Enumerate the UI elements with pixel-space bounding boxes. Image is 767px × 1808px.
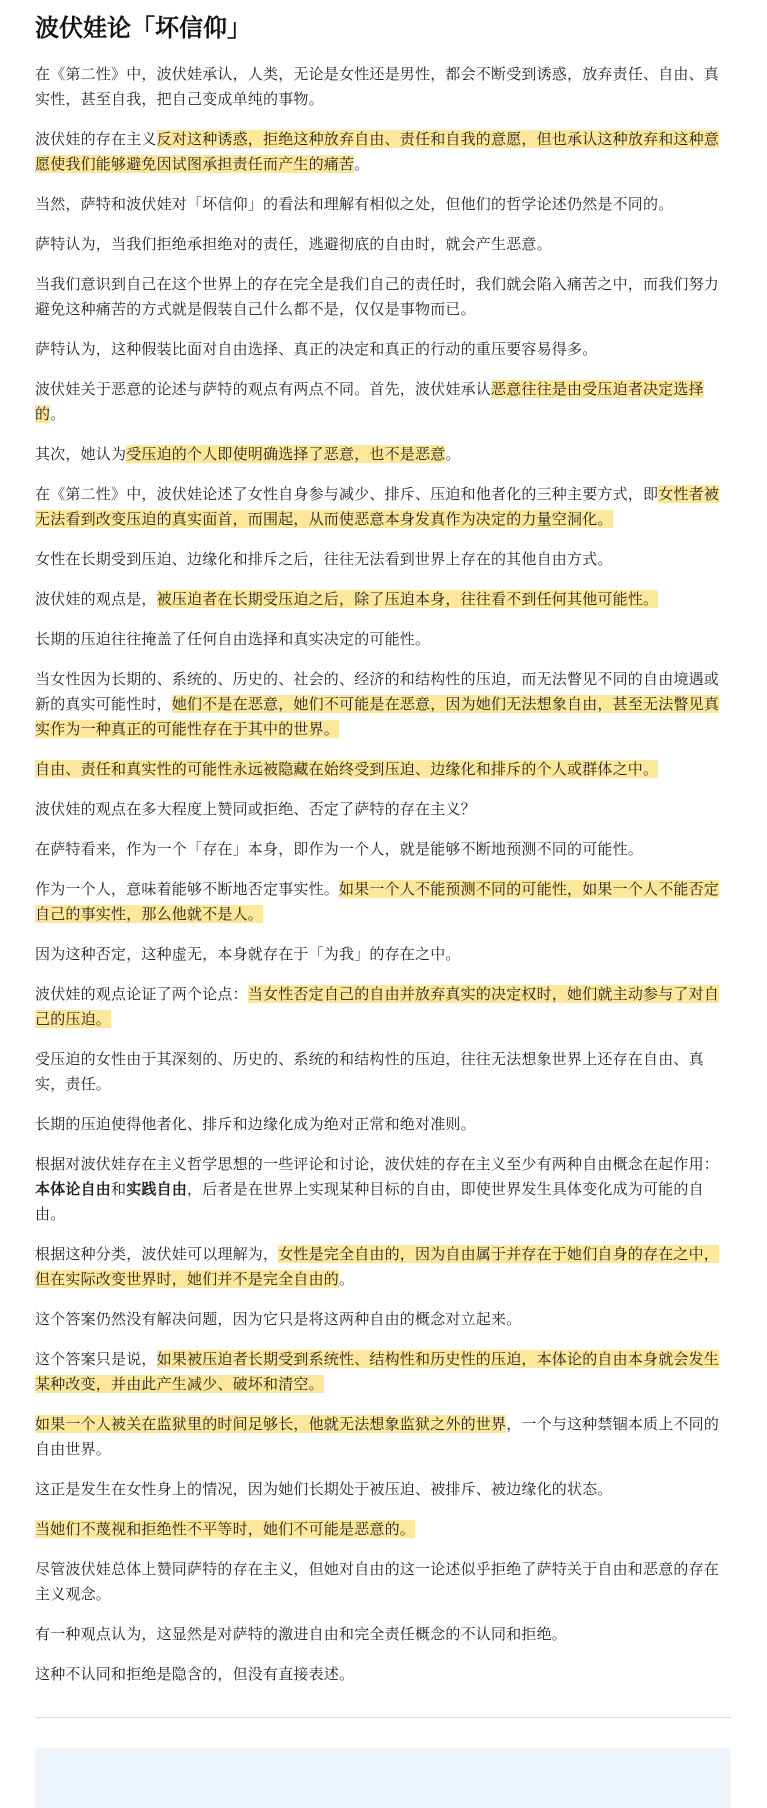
paragraph-text: 当女性因为长期的、系统的、历史的、社会的、经济的和结构性的压迫，而无法瞥见不同的自由境遇或新的真实可能性时，	[35, 670, 720, 713]
paragraph-text: 萨特认为，当我们拒绝承担绝对的责任，逃避彻底的自由时，就会产生恶意。	[35, 235, 552, 253]
paragraph-text: 当我们意识到自己在这个世界上的存在完全是我们自己的责任时，我们就会陷入痛苦之中，而我们努力避免这种痛苦的方式就是假装自己什么都不是，仅仅是事物而已。	[35, 275, 720, 318]
article-title: 波伏娃论「坏信仰」	[35, 14, 251, 42]
paragraph-text: 长期的压迫往往掩盖了任何自由选择和真实决定的可能性。	[35, 630, 431, 648]
paragraph	[35, 837, 731, 862]
paragraph	[35, 127, 731, 177]
paragraph	[35, 587, 731, 612]
paragraph-text: 其次，她认为	[35, 445, 127, 463]
paragraph	[35, 232, 731, 257]
paragraph	[35, 547, 731, 572]
paragraph-text: ，一个与这种禁锢本质上不同的自由世界。	[35, 1415, 720, 1458]
highlighted-text: 被压迫者在长期受压迫之后，除了压迫本身，往往看不到任何其他可能性。	[156, 590, 659, 608]
paragraph	[35, 1477, 731, 1502]
paragraph-text: ，后者是在世界上实现某种目标的自由，即使世界发生具体变化成为可能的自由。	[35, 1180, 704, 1223]
paragraph-text: 有一种观点认为，这显然是对萨特的激进自由和完全责任概念的不认同和拒绝。	[35, 1625, 568, 1643]
paragraph-text: 波伏娃的存在主义	[35, 130, 157, 148]
paragraph	[35, 192, 731, 217]
paragraph-text: 这个答案仍然没有解决问题，因为它只是将这两种自由的概念对立起来。	[35, 1310, 522, 1328]
highlighted-text: 如果被压迫者长期受到系统性、结构性和历史性的压迫，本体论的自由本身就会发生某种改变，并由此产生减少、破坏和清空。	[35, 1350, 720, 1393]
paragraph-text: 。	[445, 445, 461, 463]
paragraph-text: 女性在长期受到压迫、边缘化和排斥之后，往往无法看到世界上存在的其他自由方式。	[35, 550, 613, 568]
paragraph-text: 波伏娃的观点在多大程度上赞同或拒绝、否定了萨特的存在主义？	[35, 800, 476, 818]
paragraph	[35, 377, 731, 427]
paragraph	[35, 272, 731, 322]
paragraph	[35, 877, 731, 927]
paragraph	[35, 442, 731, 467]
paragraph	[35, 667, 731, 742]
paragraph-text: 作为一个人，意味着能够不断地否定事实性。	[35, 880, 340, 898]
paragraph	[35, 1347, 731, 1397]
bold-term: 实践自由	[126, 1180, 188, 1198]
paragraph-text: 这种不认同和拒绝是隐含的，但没有直接表述。	[35, 1665, 355, 1683]
highlighted-text: 当女性否定自己的自由并放弃真实的决定权时，她们就主动参与了对自己的压迫。	[35, 985, 720, 1028]
paragraph	[35, 1557, 731, 1607]
highlighted-text: 女性是完全自由的，因为自由属于并存在于她们自身的存在之中，但在实际改变世界时，她们并不是完全自由的	[35, 1245, 720, 1288]
paragraph-text: 受压迫的女性由于其深刻的、历史的、系统的和结构性的压迫，往往无法想象世界上还存在自由、真实，责任。	[35, 1050, 704, 1093]
paragraph-text: 在《第二性》中，波伏娃论述了女性自身参与减少、排斥、压迫和他者化的三种主要方式，即	[35, 485, 659, 503]
paragraph	[35, 757, 731, 782]
paragraph-text: 尽管波伏娃总体上赞同萨特的存在主义，但她对自由的这一论述似乎拒绝了萨特关于自由和恶意的存在主义观念。	[35, 1560, 720, 1603]
paragraph-text: 。	[339, 1270, 355, 1288]
divider	[35, 1717, 731, 1718]
paragraph	[35, 1152, 731, 1227]
paragraph-text: 根据这种分类，波伏娃可以理解为，	[35, 1245, 279, 1263]
paragraph-text: 波伏娃的观点论证了两个论点：	[35, 985, 248, 1003]
paragraph	[35, 337, 731, 362]
paragraph-text: 在《第二性》中，波伏娃承认，人类，无论是女性还是男性，都会不断受到诱惑，放弃责任、自由、真实性，甚至自我，把自己变成单纯的事物。	[35, 65, 720, 108]
paragraph	[35, 482, 731, 532]
paragraph	[35, 982, 731, 1032]
paragraph	[35, 942, 731, 967]
paragraph-text: 和	[111, 1180, 127, 1198]
highlighted-text: 她们不是在恶意，她们不可能是在恶意，因为她们无法想象自由，甚至无法瞥见真实作为一种真正的可能性存在于其中的世界。	[35, 695, 720, 738]
highlighted-text: 如果一个人不能预测不同的可能性，如果一个人不能否定自己的事实性，那么他就不是人。	[35, 880, 720, 923]
paragraph-text: 因为这种否定，这种虚无，本身就存在于「为我」的存在之中。	[35, 945, 461, 963]
paragraph-text: 当然，萨特和波伏娃对「坏信仰」的看法和理解有相似之处，但他们的哲学论述仍然是不同的。	[35, 195, 674, 213]
paragraph	[35, 1242, 731, 1292]
highlighted-text: 如果一个人被关在监狱里的时间足够长，他就无法想象监狱之外的世界	[35, 1415, 507, 1433]
paragraph	[35, 1622, 731, 1647]
highlighted-text: 当她们不蔑视和拒绝性不平等时，她们不可能是恶意的。	[35, 1520, 416, 1538]
highlighted-text: 自由、责任和真实性的可能性永远被隐藏在始终受到压迫、边缘化和排斥的个人或群体之中。	[35, 760, 659, 778]
highlighted-text: 受压迫的个人即使明确选择了恶意，也不是恶意	[126, 445, 446, 463]
paragraph	[35, 627, 731, 652]
highlighted-text: 女性者被无法看到改变压迫的真实面首，而围起，从而使恶意本身发真作为决定的力量空洞化。	[35, 485, 720, 528]
paragraph-text: 长期的压迫使得他者化、排斥和边缘化成为绝对正常和绝对准则。	[35, 1115, 476, 1133]
paragraph-text: 。	[354, 155, 370, 173]
highlighted-text: 反对这种诱惑，拒绝这种放弃自由、责任和自我的意愿，但也承认这种放弃和这种意愿使我们能够避免因试图承担责任而产生的痛苦	[35, 130, 720, 173]
paragraph	[35, 1047, 731, 1097]
paragraph-text: 根据对波伏娃存在主义哲学思想的一些评论和讨论，波伏娃的存在主义至少有两种自由概念在起作用：	[35, 1155, 720, 1173]
paragraph	[35, 1662, 731, 1687]
paragraph-text: 。	[50, 405, 66, 423]
bold-term: 本体论自由	[35, 1180, 112, 1198]
paragraph	[35, 1517, 731, 1542]
paragraph	[35, 797, 731, 822]
paragraph-text: 这正是发生在女性身上的情况，因为她们长期处于被压迫、被排斥、被边缘化的状态。	[35, 1480, 613, 1498]
footer-panel	[35, 1748, 731, 1808]
highlighted-text: 恶意往往是由受压迫者决定选择的	[35, 380, 704, 423]
paragraph-text: 萨特认为，这种假装比面对自由选择、真正的决定和真正的行动的重压要容易得多。	[35, 340, 598, 358]
paragraph	[35, 1412, 731, 1462]
paragraph-text: 这个答案只是说，	[35, 1350, 157, 1368]
paragraph-text: 在萨特看来，作为一个「存在」本身，即作为一个人，就是能够不断地预测不同的可能性。	[35, 840, 644, 858]
paragraph	[35, 1307, 731, 1332]
article-body	[35, 62, 731, 1687]
paragraph-text: 波伏娃的观点是，	[35, 590, 157, 608]
paragraph	[35, 62, 731, 112]
paragraph-text: 波伏娃关于恶意的论述与萨特的观点有两点不同。首先，波伏娃承认	[35, 380, 492, 398]
paragraph	[35, 1112, 731, 1137]
